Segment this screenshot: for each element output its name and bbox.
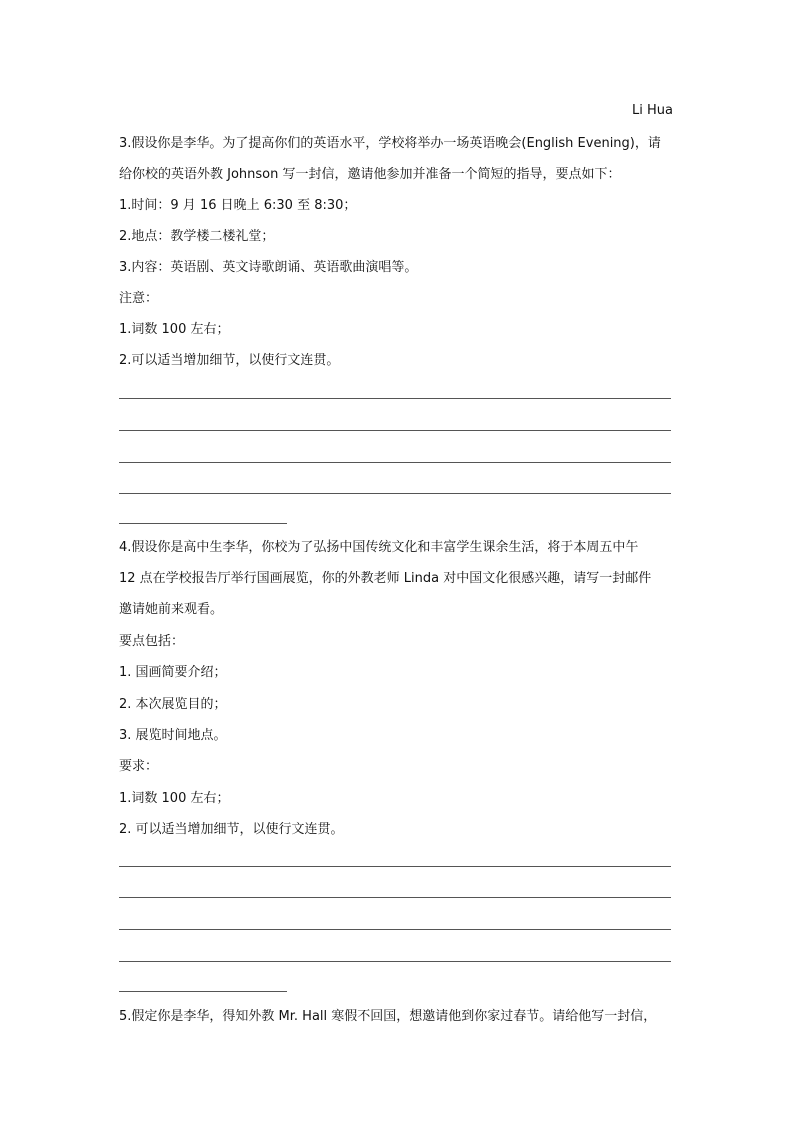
writing-line (119, 398, 671, 399)
task4-prompt-line-2: 12 点在学校报告厅举行国画展览，你的外教老师 Linda 对中国文化很感兴趣，请写一封邮件 (119, 571, 652, 586)
task4-point-1: 1. 国画简要介绍； (119, 665, 227, 680)
task3-note-1: 1.词数 100 左右； (119, 322, 230, 337)
task5-prompt-line-1: 5.假定你是李华，得知外教 Mr. Hall 寒假不回国，想邀请他到你家过春节。请给他写一封信， (119, 1009, 657, 1024)
writing-line (119, 961, 671, 962)
writing-line-short (119, 523, 287, 524)
task4-req-2: 2. 可以适当增加细节，以使行文连贯。 (119, 822, 344, 837)
task4-req-label: 要求： (119, 759, 159, 774)
task4-req-1: 1.词数 100 左右； (119, 791, 230, 806)
task3-point-3: 3.内容：英语剧、英文诗歌朗诵、英语歌曲演唱等。 (119, 260, 418, 275)
writing-line (119, 462, 671, 463)
author-signature: Li Hua (632, 103, 673, 118)
writing-line (119, 929, 671, 930)
task3-prompt-line-2: 给你校的英语外教 Johnson 写一封信，邀请他参加并准备一个简短的指导，要点如下： (119, 167, 621, 182)
task4-points-label: 要点包括： (119, 634, 185, 649)
writing-line (119, 897, 671, 898)
task4-point-3: 3. 展览时间地点。 (119, 728, 227, 743)
task4-prompt-line-1: 4.假设你是高中生李华，你校为了弘扬中国传统文化和丰富学生课余生活，将于本周五中午 (119, 540, 639, 555)
writing-line (119, 430, 671, 431)
writing-line (119, 866, 671, 867)
task3-note-label: 注意： (119, 291, 159, 306)
task3-point-1: 1.时间：9 月 16 日晚上 6:30 至 8:30； (119, 198, 357, 213)
task3-point-2: 2.地点：教学楼二楼礼堂； (119, 229, 275, 244)
writing-line (119, 493, 671, 494)
writing-line-short (119, 991, 287, 992)
task4-point-2: 2. 本次展览目的； (119, 697, 227, 712)
task3-prompt-line-1: 3.假设你是李华。为了提高你们的英语水平，学校将举办一场英语晚会(English Evening)，请 (119, 136, 661, 151)
task4-prompt-line-3: 邀请她前来观看。 (119, 602, 224, 617)
task3-note-2: 2.可以适当增加细节，以使行文连贯。 (119, 353, 340, 368)
